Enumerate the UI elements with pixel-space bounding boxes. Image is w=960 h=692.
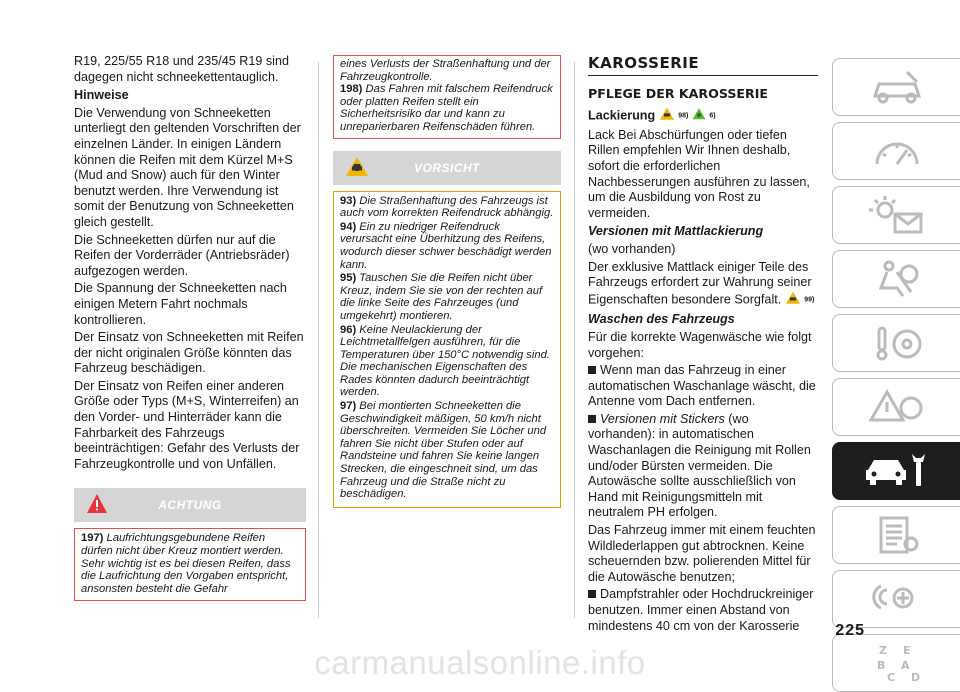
matt-heading: Versionen mit Mattlackierung — [588, 224, 764, 239]
tab-car-maintenance[interactable] — [832, 442, 960, 500]
warning-box — [74, 528, 306, 601]
tab-lights[interactable] — [832, 186, 960, 244]
warning-continuation-text: eines Verlusts der Straßenhaftung und der Fahrzeugkontrolle. — [340, 58, 551, 83]
bullet-text: Dampfstrahler oder Hochdruckreiniger benutzen. Immer einen Abstand von mindestens 40 cm von der Karosserie — [588, 587, 814, 633]
note-text: Keine Neulackierung der Leichtmetallfelgen ausführen, für die Temperaturen über 150°C notwendig sind. Die mechanischen Eigenschaften des Rades könnten dadurch beeinträchtigt werden. — [340, 323, 550, 399]
warning-label: ACHTUNG — [158, 498, 222, 513]
car-wrench-icon — [862, 450, 932, 492]
ref-98: 98) — [678, 112, 689, 120]
caution-note — [340, 400, 554, 501]
bullet-item — [588, 587, 818, 634]
tab-safety[interactable] — [832, 250, 960, 308]
paragraph: Der Einsatz von Reifen einer anderen Größe oder Typs (M+S, Winterreifen) an den Vorder- und Hinterräder kann die Fahrbarkeit des Fahrzeugs beeinträchtigen: Gefahr des Verlusts der Fahrzeugkontrolle und von Unfällen. — [74, 378, 300, 471]
paragraph: Das Fahrzeug immer mit einem feuchten Wildlederlappen gut abtrocknen. Keine scheuernden bzw. polierenden Mittel für die Autowäsche benutzen; — [588, 523, 816, 584]
paragraph: Die Schneeketten dürfen nur auf die Reifen der Vorderräder (Antriebsräder) aufgezogen werden. — [74, 232, 290, 278]
paragraph: Für die korrekte Wagenwäsche wie folgt vorgehen: — [588, 329, 812, 360]
index-letter: D — [911, 671, 921, 684]
matt-subtitle: (wo vorhanden) — [588, 241, 676, 256]
note-text: Bei montierten Schneeketten die Geschwindigkeit mäßigen, 50 km/h nicht überschreiten. Vermeiden Sie Löcher und fahren Sie nicht über Stufen oder auf Randsteine und fahren Sie keine langen Strecken, die eingeschneit sind, um das Fahrzeug und die Straße nicht zu beschädigen. — [340, 400, 547, 501]
car-overview-icon — [867, 66, 927, 108]
caution-note — [340, 221, 554, 271]
index-letter: E — [903, 644, 911, 657]
caution-car-icon — [659, 107, 675, 126]
environment-icon — [692, 107, 706, 126]
warning-198-text: Das Fahren mit falschem Reifendruck oder platten Reifen stellt ein Sicherheitsrisiko dar und kann zu unreparierbaren Reifenschäden führen. — [340, 83, 553, 133]
warning-continuation-box — [333, 55, 561, 139]
index-letter: Z — [879, 644, 887, 657]
index-letter: B — [877, 659, 886, 672]
bullet-text: (wo vorhanden): in automatischen Waschanlagen die Reinigung mit Rollen und/oder Bürsten vermeiden. Die Autowäsche sollte ausschließlich von Hand mit Reinigungsmitteln mit neutralem PH erfolgen. — [588, 411, 811, 520]
tab-warnings[interactable] — [832, 378, 960, 436]
section-title: KAROSSERIE — [588, 56, 818, 76]
note-number: 94) — [340, 220, 357, 233]
index-letter: C — [887, 671, 896, 684]
warning-header — [74, 488, 306, 522]
paragraph: Die Verwendung von Schneeketten unterliegt den geltenden Vorschriften der einzelnen Länder. In einigen Ländern können die Reifen mit dem Kürzel M+S (Mud and Snow) auch für den Winter benutzt werden. Ihre Verwendung ist somit der Benutzung von Schneeketten gleich gestellt. — [74, 105, 301, 229]
right-column — [588, 56, 818, 636]
note-number: 97) — [340, 400, 357, 413]
bullet-italic: Versionen mit Stickers — [600, 411, 725, 426]
paragraph — [588, 260, 818, 310]
tab-specs[interactable] — [832, 506, 960, 564]
paragraph: Der Einsatz von Schneeketten mit Reifen der nicht originalen Größe könnten das Fahrzeug beschädigen. — [74, 330, 304, 376]
ref-6: 6) — [709, 112, 716, 120]
tab-multimedia[interactable] — [832, 570, 960, 628]
paragraph: Lack Bei Abschürfungen oder tiefen Rillen empfehlen Wir Ihnen deshalb, sofort die erforderlichen Nachbesserungen ausführen zu lassen, um die Ausbildung von Rost zu vermeiden. — [588, 127, 810, 220]
specs-list-icon — [867, 514, 927, 556]
lights-message-icon — [867, 194, 927, 236]
middle-column — [333, 55, 561, 508]
airbag-seat-icon — [867, 258, 927, 300]
note-number: 95) — [340, 272, 357, 285]
page-number: 225 — [835, 622, 865, 639]
column-divider — [318, 62, 319, 618]
warning-text: Laufrichtungsgebundene Reifen dürfen nicht über Kreuz montiert werden. Sehr wichtig ist es bei diesen Reifen, dass die Laufrichtung den Vorgaben entspricht, ansonsten besteht die Gefahr — [81, 532, 291, 595]
bullet-icon — [588, 366, 596, 374]
bullet-item — [588, 363, 818, 410]
bullet-text: Wenn man das Fahrzeug in einer automatischen Waschanlage wäscht, die Antenne vom Dach entfernen. — [588, 363, 816, 409]
matt-text: Der exklusive Mattlack einiger Teile des Fahrzeugs erfordert zur Wahrung seiner Eigenschaften besondere Sorgfalt. — [588, 259, 812, 307]
caution-note — [340, 324, 554, 400]
warning-198 — [340, 83, 554, 133]
caution-box — [333, 191, 561, 508]
subsection-title: PFLEGE DER KAROSSERIE — [588, 85, 768, 101]
caution-note — [340, 272, 554, 322]
caution-note — [340, 195, 554, 220]
note-text: Ein zu niedriger Reifendruck verursacht eine Überhitzung des Reifens, wodurch dieser schwer beschädigt werden kann. — [340, 220, 552, 271]
paragraph: Die Spannung der Schneeketten nach einigen Metern Fahrt nochmals kontrollieren. — [74, 281, 287, 327]
index-letter: A — [901, 659, 910, 672]
note-number: 93) — [340, 194, 357, 207]
column-divider — [574, 62, 575, 618]
tab-starting[interactable] — [832, 314, 960, 372]
watermark: carmanualsonline.info — [314, 644, 646, 681]
bullet-item — [588, 412, 818, 521]
lackierung-label: Lackierung — [588, 108, 656, 123]
tab-car-overview[interactable] — [832, 58, 960, 116]
hinweise-heading: Hinweise — [74, 88, 129, 103]
warning-triangle-tab-icon — [867, 386, 927, 428]
wasch-heading: Waschen des Fahrzeugs — [588, 312, 735, 327]
bullet-icon — [588, 415, 596, 423]
left-column — [74, 54, 306, 601]
note-number: 96) — [340, 323, 357, 336]
caution-label: VORSICHT — [413, 160, 480, 175]
caution-header — [333, 151, 561, 185]
ref-99: 99) — [804, 296, 815, 304]
caution-car-icon — [785, 291, 801, 310]
bullet-icon — [588, 590, 596, 598]
intro-paragraph: R19, 225/55 R18 und 235/45 R19 sind dagegen nicht schneekettentauglich. — [74, 54, 289, 84]
warning-number: 197) — [81, 532, 104, 545]
key-steering-icon — [867, 322, 927, 364]
multimedia-icon — [867, 578, 927, 620]
warning-198-number: 198) — [340, 83, 363, 96]
dashboard-gauge-icon — [867, 130, 927, 172]
note-text: Tauschen Sie die Reifen nicht über Kreuz, indem Sie sie von der rechten auf die linke Seite des Fahrzeuges (und umgekehrt) montieren. — [340, 272, 543, 322]
lackierung-heading — [588, 107, 818, 126]
note-text: Die Straßenhaftung des Fahrzeugs ist auch vom korrekten Reifendruck abhängig. — [340, 194, 554, 220]
tab-dashboard[interactable] — [832, 122, 960, 180]
